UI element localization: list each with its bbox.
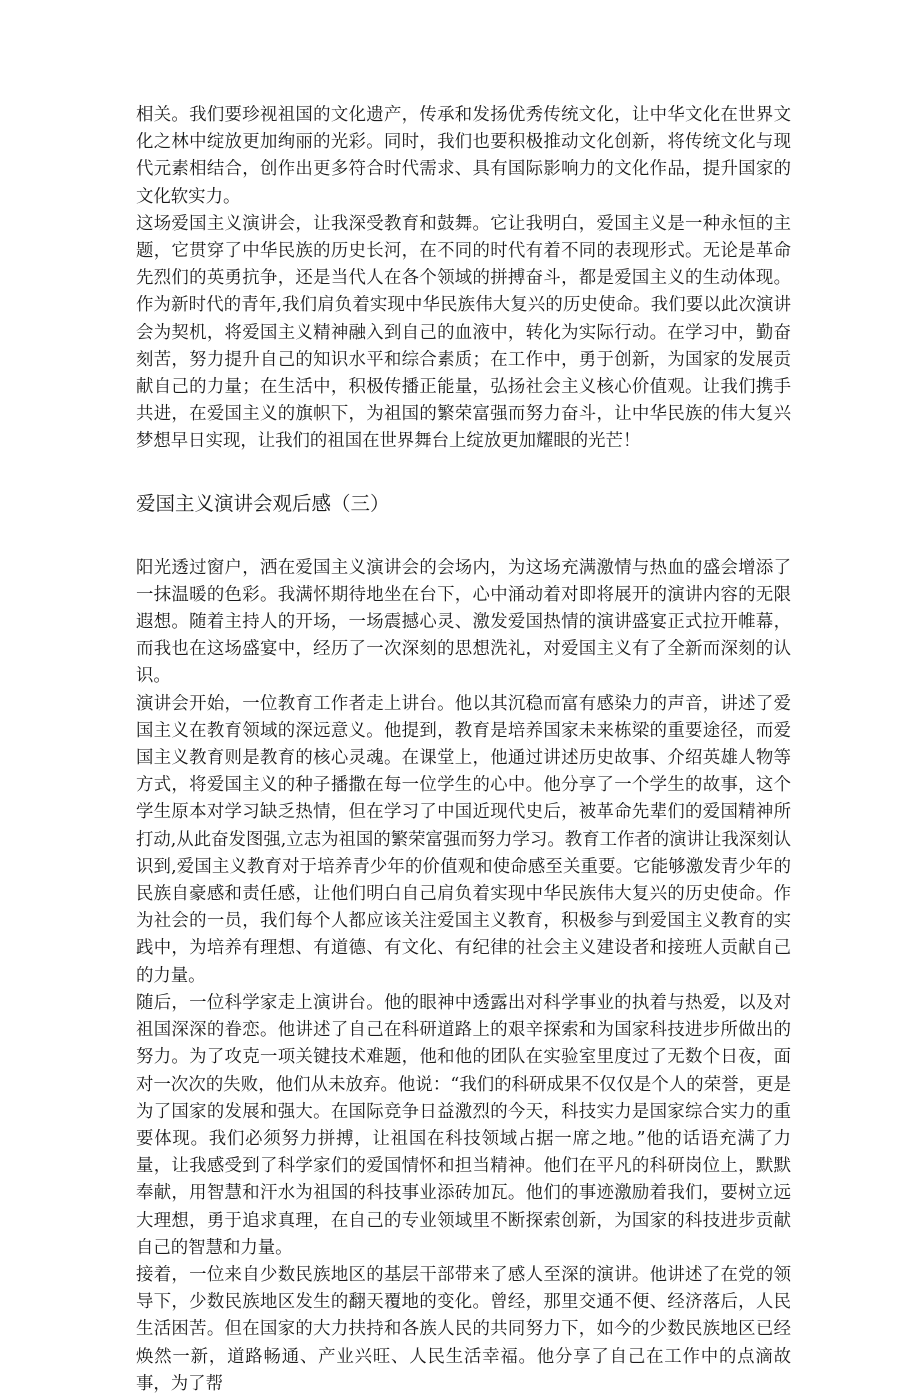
section-heading: 爱国主义演讲会观后感（三） xyxy=(136,491,390,515)
paragraph-culture-heritage: 相关。我们要珍视祖国的文化遗产，传承和发扬优秀传统文化，让中华文化在世界文化之林中绽放更加绚丽的光彩。同时，我们也要积极推动文化创新，将传统文化与现代元素相结合，创作出更多符合时代需求、具有国际影响力的文化作品，提升国家的文化软实力。 xyxy=(136,105,791,207)
section-previous-essay xyxy=(136,102,791,456)
paragraph-opening: 阳光透过窗户，洒在爱国主义演讲会的会场内，为这场充满激情与热血的盛会增添了一抹温暖的色彩。我满怀期待地坐在台下，心中涌动着对即将展开的演讲内容的无限遐想。随着主持人的开场，一场震撼心灵、激发爱国热情的演讲盛宴正式拉开帷幕，而我也在这场盛宴中，经历了一次深刻的思想洗礼，对爱国主义有了全新而深刻的认识。 xyxy=(136,557,791,687)
paragraph-minority-official: 接着，一位来自少数民族地区的基层干部带来了感人至深的演讲。他讲述了在党的领导下，少数民族地区发生的翻天覆地的变化。曾经，那里交通不便、经济落后，人民生活困苦。但在国家的大力扶持和各族人民的共同努力下，如今的少数民族地区已经焕然一新，道路畅通、产业兴旺、人民生活幸福。他分享了自己在工作中的点滴故事，为了帮 xyxy=(136,1264,791,1394)
section-essay-three xyxy=(136,555,791,1398)
document-body xyxy=(136,102,791,1398)
paragraph-speech-reflection: 这场爱国主义演讲会，让我深受教育和鼓舞。它让我明白，爱国主义是一种永恒的主题，它贯穿了中华民族的历史长河，在不同的时代有着不同的表现形式。无论是革命先烈们的英勇抗争，还是当代人在各个领域的拼搏奋斗，都是爱国主义的生动体现。作为新时代的青年,我们肩负着实现中华民族伟大复兴的历史使命。我们要以此次演讲会为契机，将爱国主义精神融入到自己的血液中，转化为实际行动。在学习中，勤奋刻苦，努力提升自己的知识水平和综合素质；在工作中，勇于创新，为国家的发展贡献自己的力量；在生活中，积极传播正能量，弘扬社会主义核心价值观。让我们携手共进，在爱国主义的旗帜下，为祖国的繁荣富强而努力奋斗，让中华民族的伟大复兴梦想早日实现，让我们的祖国在世界舞台上绽放更加耀眼的光芒！ xyxy=(136,213,791,452)
paragraph-educator: 演讲会开始，一位教育工作者走上讲台。他以其沉稳而富有感染力的声音，讲述了爱国主义在教育领域的深远意义。他提到，教育是培养国家未来栋梁的重要途径，而爱国主义教育则是教育的核心灵魂。在课堂上，他通过讲述历史故事、介绍英雄人物等方式，将爱国主义的种子播撒在每一位学生的心中。他分享了一个学生的故事，这个学生原本对学习缺乏热情，但在学习了中国近现代史后，被革命先辈们的爱国精神所打动,从此奋发图强,立志为祖国的繁荣富强而努力学习。教育工作者的演讲让我深刻认识到,爱国主义教育对于培养青少年的价值观和使命感至关重要。它能够激发青少年的民族自豪感和责任感，让他们明白自己肩负着实现中华民族伟大复兴的历史使命。作为社会的一员，我们每个人都应该关注爱国主义教育，积极参与到爱国主义教育的实践中，为培养有理想、有道德、有文化、有纪律的社会主义建设者和接班人贡献自己的力量。 xyxy=(136,693,791,986)
paragraph-scientist: 随后，一位科学家走上演讲台。他的眼神中透露出对科学事业的执着与热爱，以及对祖国深深的眷恋。他讲述了自己在科研道路上的艰辛探索和为国家科技进步所做出的努力。为了攻克一项关键技术难题，他和他的团队在实验室里度过了无数个日夜，面对一次次的失败，他们从未放弃。他说：“我们的科研成果不仅仅是个人的荣誉，更是为了国家的发展和强大。在国际竞争日益激烈的今天，科技实力是国家综合实力的重要体现。我们必须努力拼搏，让祖国在科技领域占据一席之地。”他的话语充满了力量，让我感受到了科学家们的爱国情怀和担当精神。他们在平凡的科研岗位上，默默奉献，用智慧和汗水为祖国的科技事业添砖加瓦。他们的事迹激励着我们，要树立远大理想，勇于追求真理，在自己的专业领域里不断探索创新，为国家的科技进步贡献自己的智慧和力量。 xyxy=(136,992,791,1258)
